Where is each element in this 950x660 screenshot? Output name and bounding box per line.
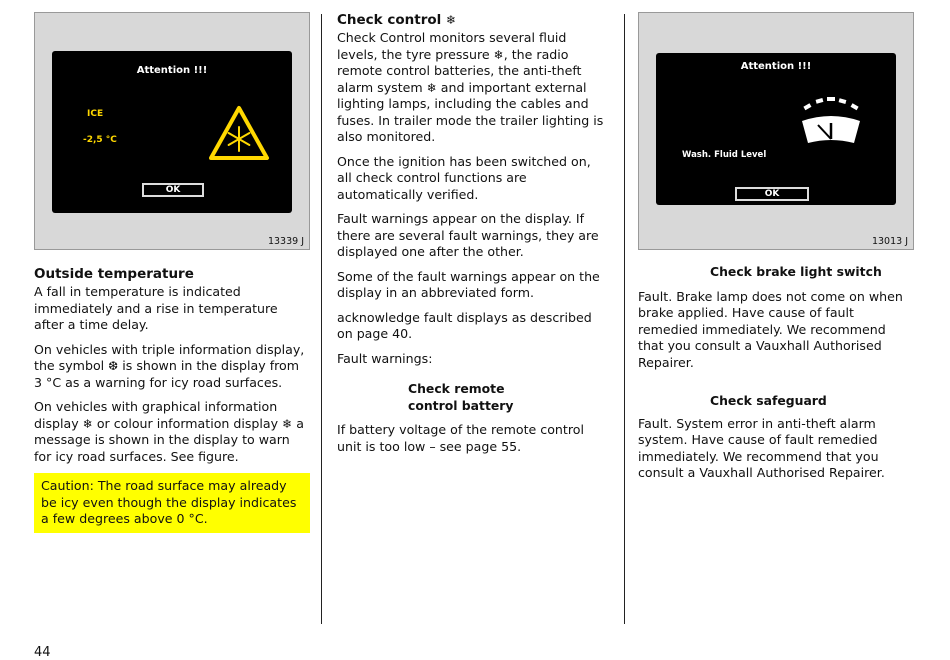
warning-label: Wash. Fluid Level [682,150,767,160]
paragraph: Fault warnings appear on the display. If there are several fault warnings, they are displayed one after the other. [337,211,599,259]
column-divider [624,14,625,624]
snowflake-icon: ❆ [108,359,119,373]
figure-id: 13339 J [267,236,304,247]
paragraph: Some of the fault warnings appear on the display in an abbreviated form. [337,268,600,300]
paragraph: Once the ignition has been switched on, all check control functions are automatically verified. [337,153,591,202]
ok-button[interactable]: OK [142,183,204,197]
paragraph: If battery voltage of the remote control unit is too low – see page 55. [337,422,584,454]
paragraph: On vehicles with graphical information display ❄ or colour information display ❄ a message is shown in the display to warn for icy road surfaces. See figure. [34,399,304,464]
paragraph: Fault warnings: [337,350,433,366]
snowflake-icon: ❄ [445,13,457,27]
figure-id: 13013 J [871,236,908,247]
column-left [34,12,310,533]
paragraph: On vehicles with triple information display, the symbol ❆ is shown in the display from 3 °C as a warning for icy road surfaces. [34,341,305,390]
paragraph: Check Control monitors several fluid levels, the tyre pressure ❄, the radio remote control batteries, the anti-theft alarm system ❄ and important external lighting lamps, including the cables and fuses. In trailer mode the trailer lighting is also monitored. [337,30,604,144]
caution-box [34,473,310,533]
section-heading: Check control ❄ [337,12,457,28]
ice-label: ICE [87,109,104,119]
subheading: Check safeguard [710,393,827,408]
wash-fluid-figure [638,12,914,250]
paragraph: Fault. Brake lamp does not come on when brake applied. Have cause of fault remedied immediately. We recommend that you consult a Vauxhall Authorised Repairer. [638,288,903,370]
display-screen [656,53,896,205]
display-title: Attention !!! [740,61,812,72]
ice-warning-icon [208,105,270,161]
subheading: Check brake light switch [710,264,882,279]
display-title: Attention !!! [136,65,208,76]
ice-warning-figure [34,12,310,250]
section-heading: Outside temperature [34,266,194,282]
temperature-value: -2,5 °C [83,135,117,145]
column-right [638,12,914,490]
snowflake-icon: ❄ [426,80,437,95]
snowflake-icon: ❄ [82,416,93,431]
paragraph: Fault. System error in anti-theft alarm system. Have cause of fault remedied immediately. We recommend that you consult a Vauxhall Authorised Repairer. [638,415,885,480]
ok-button[interactable]: OK [735,187,809,201]
subheading: Check remote control battery [408,381,514,413]
column-middle [337,12,609,463]
snowflake-icon: ❄ [282,416,293,431]
display-screen [52,51,292,213]
paragraph: A fall in temperature is indicated immediately and a rise in temperature after a time delay. [34,284,278,332]
washer-fluid-icon [798,95,864,147]
caution-text: Caution: The road surface may already be icy even though the display indicates a few degrees above 0 °C. [41,478,297,526]
paragraph: acknowledge fault displays as described on page 40. [337,309,592,341]
page-number: 44 [34,645,51,660]
snowflake-icon: ❄ [493,47,504,62]
column-divider [321,14,322,624]
